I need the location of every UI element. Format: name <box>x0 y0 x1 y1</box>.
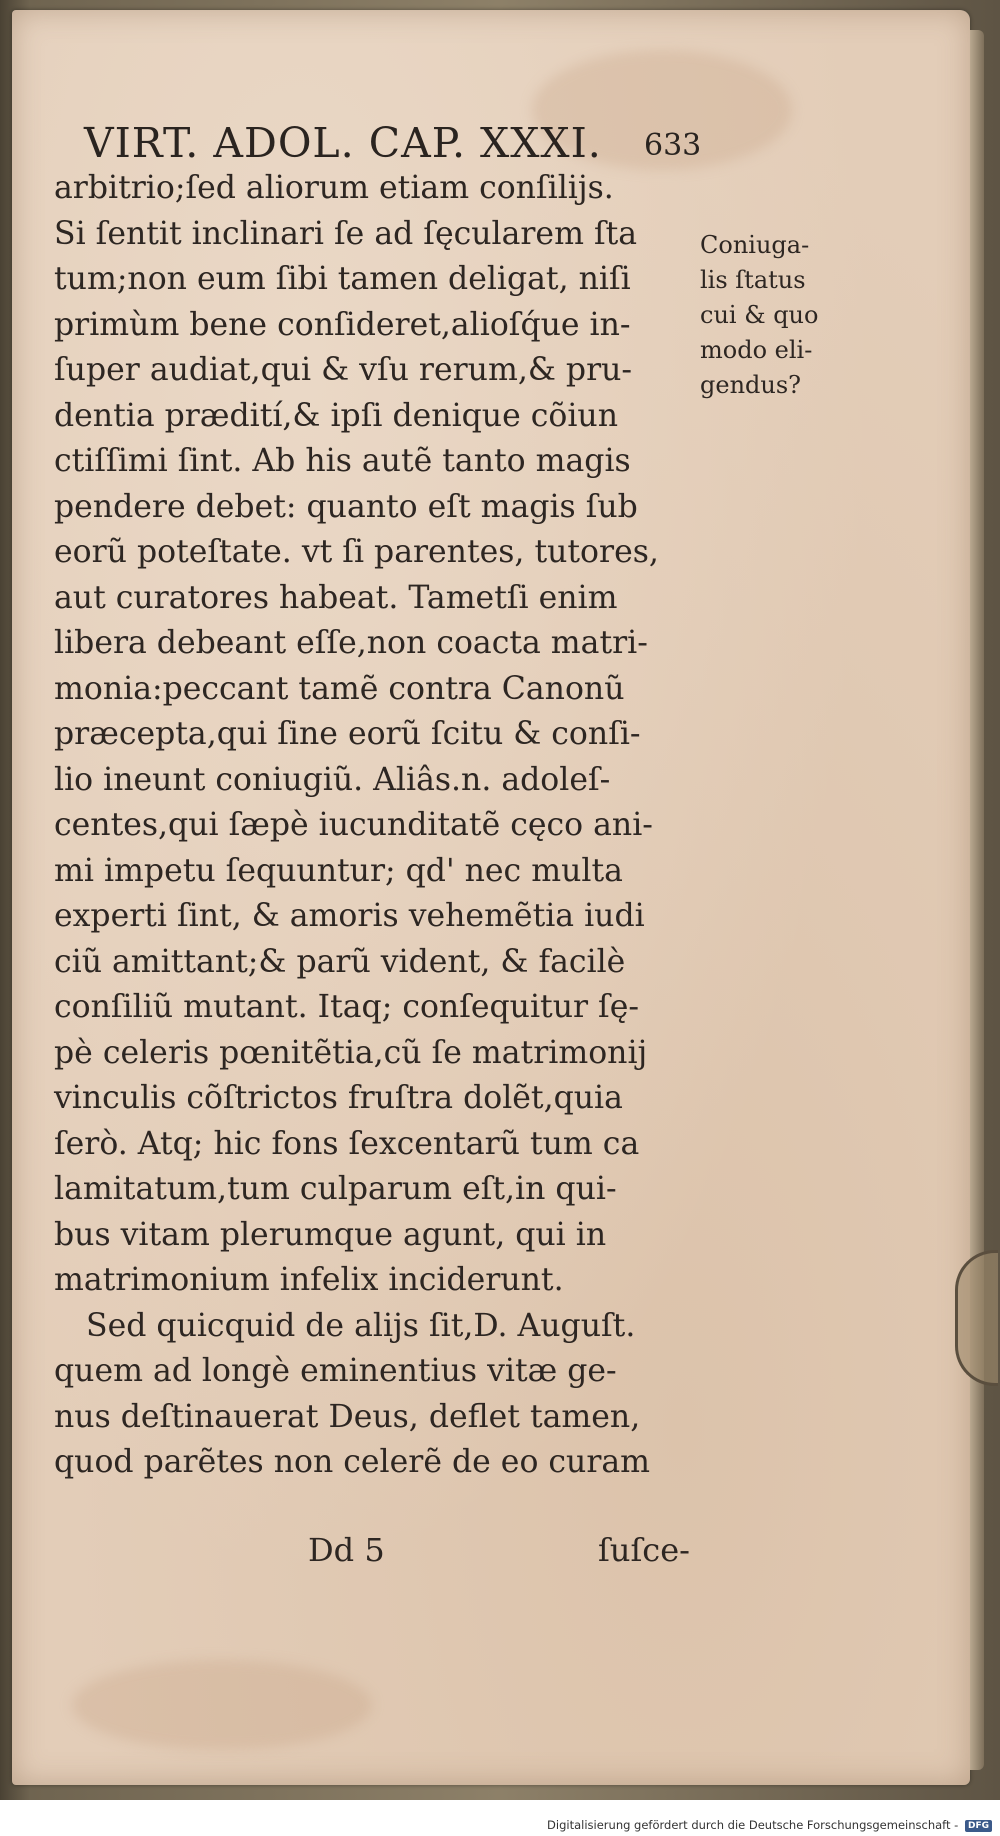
text-line: arbitrio;ſed aliorum etiam conſilijs. <box>54 170 614 206</box>
page-edge <box>970 30 984 1770</box>
digitization-credit <box>547 1818 992 1832</box>
marginal-note-line: gendus? <box>700 371 802 399</box>
dfg-logo: DFG <box>965 1820 992 1832</box>
text-line: bus vitam plerumque agunt, qui in <box>54 1216 607 1253</box>
text-line: eorũ poteſtate. vt ſi parentes, tutores, <box>54 534 659 570</box>
marginal-note-line: lis ſtatus <box>700 266 806 294</box>
catchword: ſuſce- <box>598 1531 690 1569</box>
marginal-note-line: Coniuga- <box>700 231 810 259</box>
main-text-block <box>54 166 714 1486</box>
text-line: ſerò. Atq; hic fons ſexcentarũ tum ca <box>54 1125 640 1162</box>
marginal-note-line: cui & quo <box>700 301 819 329</box>
text-line: dentia prædití,& ipſi denique cõiun <box>54 397 619 434</box>
book-clasp <box>955 1250 998 1386</box>
text-line: præcepta,qui ſine eorũ ſcitu & conſi- <box>54 716 641 752</box>
text-line: pè celeris pœnitẽtia,cũ ſe matrimonij <box>54 1034 648 1071</box>
text-line: quem ad longè eminentius vitæ ge- <box>54 1353 617 1389</box>
text-line: lamitatum,tum culparum eſt,in qui- <box>54 1171 617 1207</box>
marginal-note <box>700 228 880 403</box>
text-line: matrimonium infelix inciderunt. <box>54 1262 564 1298</box>
running-head: VIRT. ADOL. CAP. XXXI. <box>84 119 602 167</box>
text-line: centes,qui ſæpè iucunditatẽ cęco ani- <box>54 807 653 843</box>
text-line: ſuper audiat,qui & vſu rerum,& pru- <box>54 352 633 388</box>
text-line: lio ineunt coniugiũ. Aliâs.n. adoleſ- <box>54 761 611 798</box>
text-line: ctiſſimi ſint. Ab his autẽ tanto magis <box>54 443 631 479</box>
text-line: conſiliũ mutant. Itaq; conſequitur ſę- <box>54 989 639 1025</box>
page-number: 633 <box>644 128 702 163</box>
text-line: primùm bene conſideret,alioſq́ue in- <box>54 306 631 343</box>
text-line: mi impetu ſequuntur; qd' nec multa <box>54 852 623 889</box>
text-line: aut curatores habeat. Tametſi enim <box>54 579 618 616</box>
paper-stain <box>72 1660 372 1750</box>
text-line: quod parẽtes non celerẽ de eo curam <box>54 1444 651 1480</box>
text-line: vinculis cõſtrictos fruſtra dolẽt,quia <box>54 1080 623 1116</box>
text-line: monia:peccant tamẽ contra Canonũ <box>54 670 625 707</box>
text-line-paragraph-start: Sed quicquid de alijs ſit,D. Auguſt. <box>86 1307 636 1344</box>
text-line: libera debeant eſſe,non coacta matri- <box>54 625 648 661</box>
signature-mark: Dd 5 <box>308 1531 385 1569</box>
text-line: Si ſentit inclinari ſe ad ſęcularem ſta <box>54 215 638 252</box>
text-line: nus deſtinauerat Deus, deflet tamen, <box>54 1398 641 1435</box>
credit-text: Digitalisierung gefördert durch die Deutsche Forschungsgemeinschaft - <box>547 1818 959 1832</box>
text-line: pendere debet: quanto eſt magis ſub <box>54 488 638 525</box>
text-line: ciũ amittant;& parũ vident, & facilè <box>54 943 626 980</box>
text-line: experti ſint, & amoris vehemẽtia iudi <box>54 898 645 934</box>
marginal-note-line: modo eli- <box>700 336 813 364</box>
text-line: tum;non eum ſibi tamen deligat, niſi <box>54 261 631 297</box>
